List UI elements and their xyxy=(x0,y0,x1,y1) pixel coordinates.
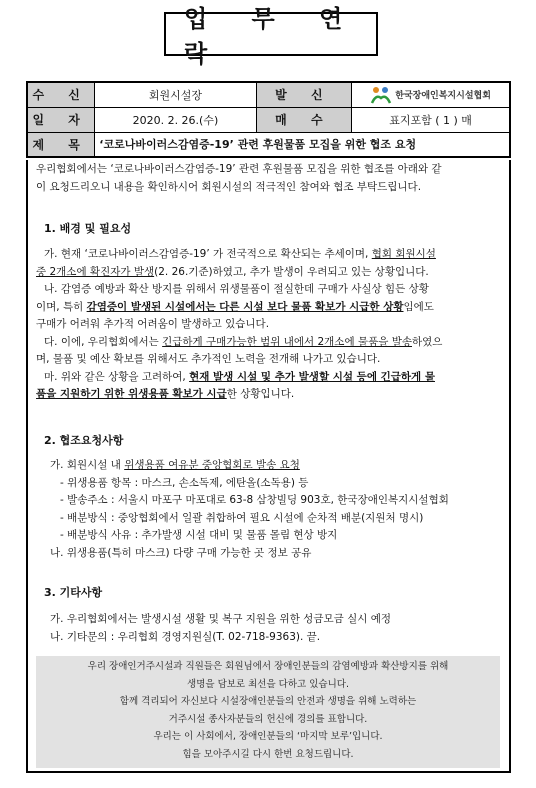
notice-line-3: 함께 격리되어 자신보다 시설장애인분들의 안전과 생명을 위해 노력하는 xyxy=(119,696,417,707)
association-logo-icon xyxy=(370,86,392,104)
s1-na-line-3: 구매가 어려워 추가적 어려움이 발생하고 있습니다. xyxy=(36,318,270,330)
pages-value: 표지포함 ( 1 ) 매 xyxy=(352,107,510,132)
header-table xyxy=(26,81,511,158)
recipient-value: 회원시설장 xyxy=(95,82,256,107)
date-label: 일 자 xyxy=(27,107,95,132)
s1-ga-line-2: 중 2개소에 확진자가 발생(2. 26.기준)하였고, 추가 발생이 우려되고 있는 상황입니다. xyxy=(36,265,429,278)
section-1-heading: 1. 배경 및 필요성 xyxy=(44,222,132,235)
document-title: 업 무 연 락 xyxy=(184,4,361,68)
s2-ga-line: 가. 회원시설 내 위생용품 여유분 중앙협회로 발송 요청 xyxy=(50,459,300,471)
document-title-box xyxy=(164,4,378,68)
s1-da-line-2: 며, 물품 및 예산 확보를 위해서도 추가적인 노력을 전개해 나가고 있습니다. xyxy=(36,353,381,365)
intro-line-1: 우리협회에서는 ‘코로나바이러스감염증-19’ 관련 후원물품 모집을 위한 협조를 아래와 같 xyxy=(36,163,442,175)
s1-ga-line-1: 가. 현재 ‘코로나바이러스감염증-19’ 가 전국적으로 확산되는 추세이며, 협회 회원시설 xyxy=(44,248,436,260)
association-name: 한국장애인복지시설협회 xyxy=(395,91,491,102)
section-1-body xyxy=(36,246,504,404)
s1-na-line-2: 이며, 특히 감염증이 발생된 시설에서는 다른 시설 보다 물품 확보가 시급한 상황임에도 xyxy=(36,300,434,313)
intro-paragraph xyxy=(36,161,504,196)
notice-line-4: 거주시설 종사자분들의 헌신에 경의를 표합니다. xyxy=(168,713,368,725)
notice-line-2: 생명을 담보로 최선을 다하고 있습니다. xyxy=(187,678,349,690)
notice-line-6: 힘을 모아주시길 다시 한번 요청드립니다. xyxy=(182,748,354,760)
section-3-heading: 3. 기타사항 xyxy=(44,586,103,599)
intro-line-2: 이 요청드리오니 내용을 확인하시어 회원시설의 적극적인 참여와 협조 부탁드립니다. xyxy=(36,180,422,193)
s1-ma-line-1: 마. 위와 같은 상황을 고려하여, 현재 발생 시설 및 추가 발생할 시설 등에 긴급하게 물 xyxy=(44,370,435,383)
recipient-label: 수 신 xyxy=(27,82,95,107)
subject-label: 제 목 xyxy=(27,132,95,157)
s1-da-line-1: 다. 이에, 우리협회에서는 긴급하게 구매가능한 범위 내에서 2개소에 물품을 발송하였으 xyxy=(44,335,443,348)
pages-label: 매 수 xyxy=(256,107,352,132)
s2-item-2: - 발송주소 : 서울시 마포구 마포대로 63-8 삼창빌딩 903호, 한국장애인복지시설협회 xyxy=(60,494,449,506)
s3-na-line: 나. 기타문의 : 우리협회 경영지원실(T. 02-718-9363). 끝. xyxy=(50,630,321,643)
s2-item-1: - 위생용품 항목 : 마스크, 손소독제, 에탄올(소독용) 등 xyxy=(60,476,309,489)
sender-logo-cell xyxy=(352,82,510,107)
s1-na-line-1: 나. 감염증 예방과 확산 방지를 위해서 위생물품이 절실한데 구매가 사실상 힘든 상황 xyxy=(44,283,429,295)
notice-line-5: 우리는 이 사회에서, 장애인분들의 ‘마지막 보루’입니다. xyxy=(153,731,383,742)
section-2-heading: 2. 협조요청사항 xyxy=(44,434,124,447)
sender-label: 발 신 xyxy=(256,82,352,107)
appreciation-notice-box xyxy=(36,656,500,768)
s1-ma-line-2: 품을 지원하기 위한 위생용품 확보가 시급한 상황입니다. xyxy=(36,388,295,400)
section-3-body xyxy=(50,611,505,646)
s2-item-4: - 배분방식 사유 : 추가발생 시설 대비 및 물품 몰림 현상 방지 xyxy=(60,529,338,541)
section-2-body xyxy=(50,457,505,562)
s2-item-3: - 배분방식 : 중앙협회에서 일괄 취합하여 필요 시설에 순차적 배분(지원처 명시) xyxy=(60,511,424,524)
s2-na-line: 나. 위생용품(특히 마스크) 다량 구매 가능한 곳 정보 공유 xyxy=(50,546,312,559)
s3-ga-line: 가. 우리협회에서는 발생시설 생활 및 복구 지원을 위한 성금모금 실시 예정 xyxy=(50,613,392,625)
notice-line-1: 우리 장애인거주시설과 직원들은 회원님에서 장애인분들의 감염예방과 확산방지를 위해 xyxy=(87,661,449,672)
date-value: 2020. 2. 26.(수) xyxy=(95,107,256,132)
subject-value: ‘코로나바이러스감염증-19’ 관련 후원물품 모집을 위한 협조 요청 xyxy=(95,132,510,157)
association-logo xyxy=(356,86,505,104)
